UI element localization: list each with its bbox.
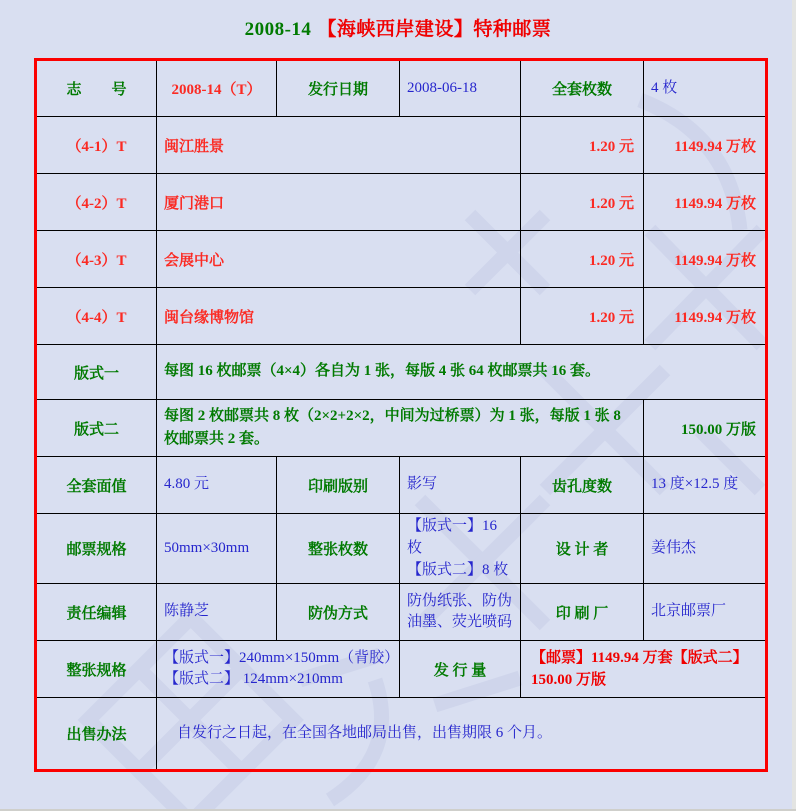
label-designer: 设 计 者 [521, 514, 644, 584]
stamp-code: （4-2）T [36, 174, 157, 231]
table-row-sale-method [36, 698, 767, 771]
issue-number-value: 2008-14（T） [157, 60, 277, 117]
sheet-count-format2: 【版式二】8 枚 [407, 561, 509, 578]
table-row-format2 [36, 400, 767, 457]
stamp-info-table [34, 58, 768, 772]
label-stamp-size: 邮票规格 [36, 514, 157, 584]
label-issue-date: 发行日期 [277, 60, 400, 117]
stamp-code: （4-4）T [36, 288, 157, 345]
table-row-format1 [36, 345, 767, 400]
label-sale-method: 出售办法 [36, 698, 157, 771]
label-set-count: 全套枚数 [521, 60, 644, 117]
label-face-value: 全套面值 [36, 457, 157, 514]
editor: 陈静芝 [157, 584, 277, 641]
stamp-name: 厦门港口 [157, 174, 521, 231]
stamp-name: 闽台缘博物馆 [157, 288, 521, 345]
stamp-denomination: 1.20 元 [521, 288, 644, 345]
stamp-name: 闽江胜景 [157, 117, 521, 174]
sheet-count [400, 514, 521, 584]
table-row-stamp [36, 117, 767, 174]
printer: 北京邮票厂 [644, 584, 767, 641]
issue-date-value: 2008-06-18 [400, 60, 521, 117]
format2-quantity: 150.00 万版 [644, 400, 767, 457]
table-row-stamp-size [36, 514, 767, 584]
table-row-sheet-size [36, 641, 767, 698]
issue-code: 2008-14 [244, 19, 312, 40]
sheet-size: 【版式一】240mm×150mm（背胶）【版式二】 124mm×210mm [157, 641, 400, 698]
stamp-denomination: 1.20 元 [521, 174, 644, 231]
table-row-editor [36, 584, 767, 641]
stamp-size: 50mm×30mm [157, 514, 277, 584]
stamp-name: 会展中心 [157, 231, 521, 288]
stamp-denomination: 1.20 元 [521, 231, 644, 288]
stamp-code: （4-1）T [36, 117, 157, 174]
label-format1: 版式一 [36, 345, 157, 400]
table-row-face-value [36, 457, 767, 514]
issue-volume: 【邮票】1149.94 万套【版式二】150.00 万版 [521, 641, 767, 698]
stamp-denomination: 1.20 元 [521, 117, 644, 174]
label-format2: 版式二 [36, 400, 157, 457]
stamp-quantity: 1149.94 万枚 [644, 117, 767, 174]
stamp-code: （4-3）T [36, 231, 157, 288]
issue-name: 【海峡西岸建设】特种邮票 [317, 19, 552, 40]
stamp-quantity: 1149.94 万枚 [644, 288, 767, 345]
label-perforation: 齿孔度数 [521, 457, 644, 514]
label-sheet-size: 整张规格 [36, 641, 157, 698]
anti-forgery: 防伪纸张、防伪油墨、荧光喷码 [400, 584, 521, 641]
table-row-stamp [36, 174, 767, 231]
face-value: 4.80 元 [157, 457, 277, 514]
sheet-count-format1: 【版式一】16 枚 [407, 518, 498, 556]
stamp-quantity: 1149.94 万枚 [644, 231, 767, 288]
table-row-stamp [36, 231, 767, 288]
page-title [0, 0, 796, 58]
perforation: 13 度×12.5 度 [644, 457, 767, 514]
label-anti-forgery: 防伪方式 [277, 584, 400, 641]
print-method: 影写 [400, 457, 521, 514]
label-editor: 责任编辑 [36, 584, 157, 641]
table-row-header [36, 60, 767, 117]
label-sheet-count: 整张枚数 [277, 514, 400, 584]
designer: 姜伟杰 [644, 514, 767, 584]
set-count-value: 4 枚 [644, 60, 767, 117]
stamp-quantity: 1149.94 万枚 [644, 174, 767, 231]
label-print-method: 印刷版别 [277, 457, 400, 514]
label-issue-number: 志 号 [36, 60, 157, 117]
format1-description: 每图 16 枚邮票（4×4）各自为 1 张，每版 4 张 64 枚邮票共 16 套。 [157, 345, 767, 400]
table-row-stamp [36, 288, 767, 345]
label-issue-volume: 发 行 量 [400, 641, 521, 698]
format2-description: 每图 2 枚邮票共 8 枚（2×2+2×2，中间为过桥票）为 1 张，每版 1 张 8 枚邮票共 2 套。 [157, 400, 644, 457]
label-printer: 印 刷 厂 [521, 584, 644, 641]
sale-method: 自发行之日起，在全国各地邮局出售，出售期限 6 个月。 [157, 698, 767, 771]
